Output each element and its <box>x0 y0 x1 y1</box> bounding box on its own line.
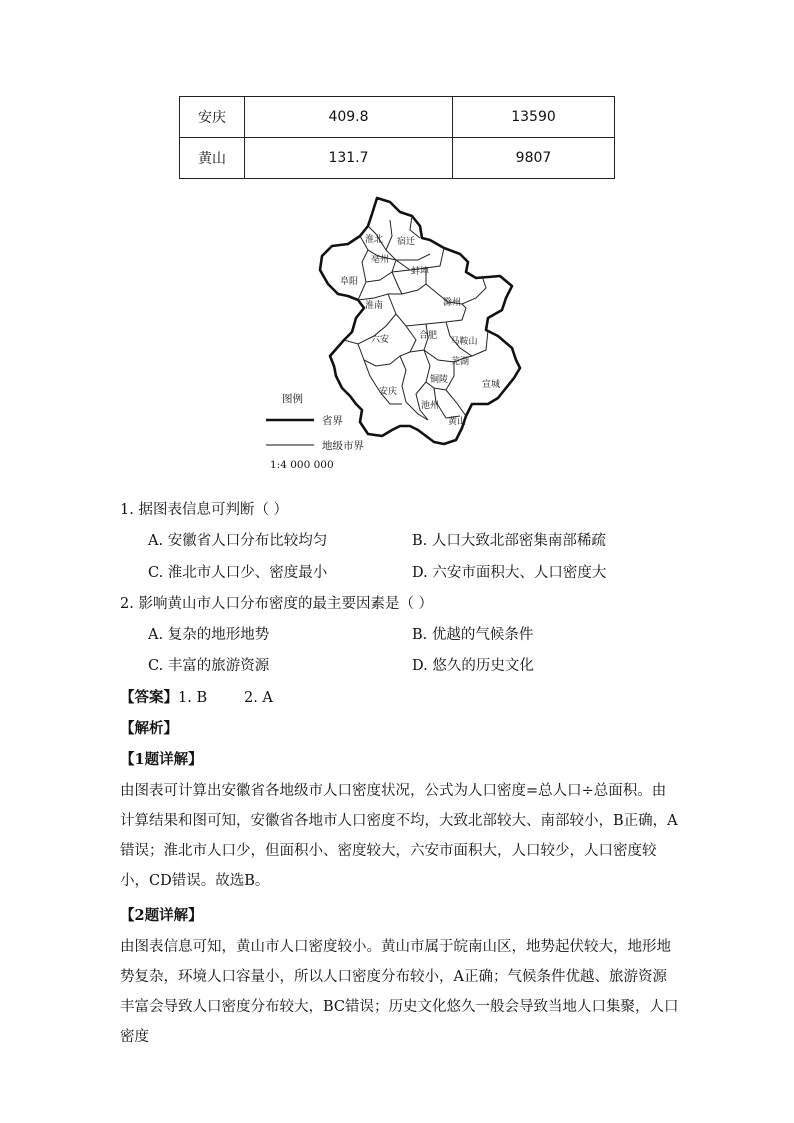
q2-option-c: C. 丰富的旅游资源 <box>148 658 270 674</box>
city-label: 马鞍山 <box>450 337 478 347</box>
city-label: 安庆 <box>378 387 398 397</box>
city-label: 淮南 <box>364 301 384 311</box>
legend-city-label: 地级市界 <box>322 440 364 452</box>
population-cell: 9807 <box>453 138 615 179</box>
city-label: 亳州 <box>370 255 390 265</box>
area-cell: 131.7 <box>245 138 453 179</box>
legend-province-label: 省界 <box>322 415 343 427</box>
map-scale: 1:4 000 000 <box>270 459 334 471</box>
answer-value: 1. B 2. A <box>178 690 273 706</box>
city-label: 阜阳 <box>339 277 359 287</box>
answer-line <box>120 688 273 708</box>
table-row <box>180 97 615 138</box>
detail-1-label: 【1题详解】 <box>120 751 203 768</box>
q1-option-c: C. 淮北市人口少、密度最小 <box>148 565 328 581</box>
city-label: 淮北 <box>364 235 384 245</box>
detail-1-text: 由图表可计算出安徽省各地级市人口密度状况，公式为人口密度=总人口÷总面积。由计算结果和图可知，安徽省各地市人口密度不均，大致北部较大、南部较小，B正确，A错误；淮北市人口少，但面积小、密度较大，六安市面积大，人口较少，人口密度较小，CD错误。故选B。 <box>120 783 678 889</box>
q2-option-a: A. 复杂的地形地势 <box>148 627 270 643</box>
city-label: 铜陵 <box>429 375 449 385</box>
city-cell: 黄山 <box>180 138 245 179</box>
q2-option-d: D. 悠久的历史文化 <box>412 658 534 674</box>
city-label: 黄山 <box>447 417 467 427</box>
city-label: 宣城 <box>481 380 501 390</box>
answer-label: 【答案】 <box>120 689 178 706</box>
city-label: 六安 <box>370 335 390 345</box>
table-row <box>180 138 615 179</box>
city-label: 滁州 <box>442 298 462 308</box>
legend-title: 图例 <box>282 393 303 405</box>
area-cell: 409.8 <box>245 97 453 138</box>
city-label: 芜湖 <box>450 357 470 367</box>
q1-option-a: A. 安徽省人口分布比较均匀 <box>148 533 328 549</box>
city-label: 蚌埠 <box>410 267 430 277</box>
city-cell: 安庆 <box>180 97 245 138</box>
data-table <box>179 96 615 179</box>
detail-2-text: 由图表信息可知，黄山市人口密度较小。黄山市属于皖南山区，地势起伏较大，地形地势复杂，环境人口容量小，所以人口密度分布较小，A正确；气候条件优越、旅游资源丰富会导致人口密度分布较大，BC错误；历史文化悠久一般会导致当地人口集聚，人口密度 <box>120 939 679 1045</box>
city-label: 合肥 <box>418 331 438 341</box>
city-label: 宿迁 <box>396 237 416 247</box>
detail-2-label: 【2题详解】 <box>120 907 203 924</box>
population-cell: 13590 <box>453 97 615 138</box>
question-2-stem: 2. 影响黄山市人口分布密度的最主要因素是（ ） <box>120 596 434 612</box>
anhui-map <box>250 190 540 480</box>
q1-option-d: D. 六安市面积大、人口密度大 <box>412 565 607 581</box>
q2-option-b: B. 优越的气候条件 <box>412 627 534 643</box>
q1-option-b: B. 人口大致北部密集南部稀疏 <box>412 533 606 549</box>
city-label: 池州 <box>420 401 440 411</box>
question-1-stem: 1. 据图表信息可判断（ ） <box>120 502 289 518</box>
analysis-label: 【解析】 <box>120 720 178 737</box>
